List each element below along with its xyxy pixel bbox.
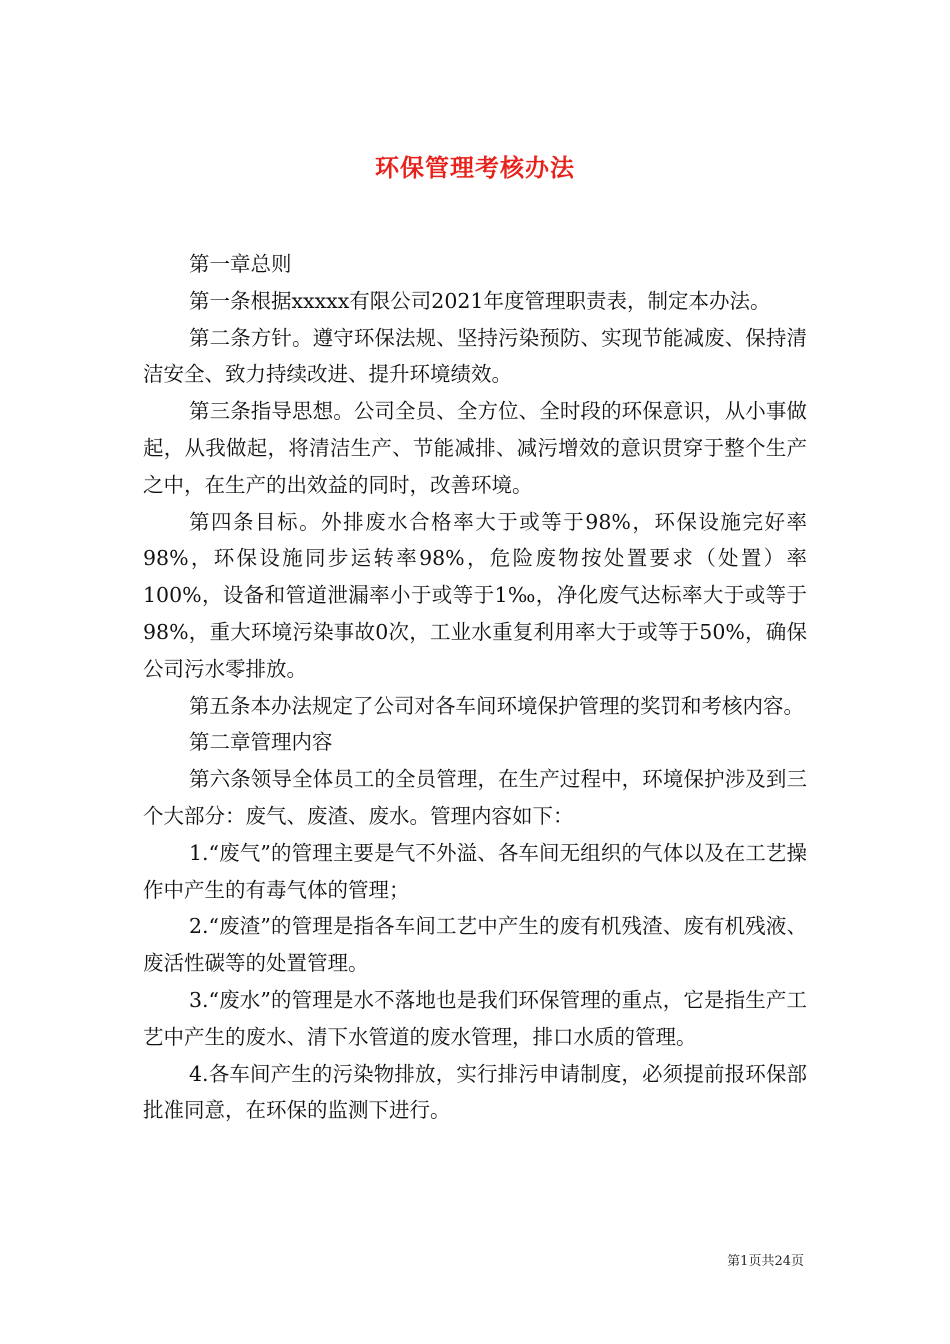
list-item-4: 4.各车间产生的污染物排放，实行排污申请制度，必须提前报环保部批准同意，在环保的监测下进行。 bbox=[143, 1061, 807, 1123]
article-4: 第四条目标。外排废水合格率大于或等于98%，环保设施完好率98%，环保设施同步运转率98%，危险废物按处置要求（处置）率100%，设备和管道泄漏率小于或等于1‰，净化废气达标率大于或等于98%，重大环境污染事故0次，工业水重复利用率大于或等于50%，确保公司污水零排放。 bbox=[143, 509, 807, 681]
chapter-heading-1: 第一章总则 bbox=[189, 252, 292, 276]
chapter-heading-2: 第二章管理内容 bbox=[189, 730, 333, 755]
article-5: 第五条本办法规定了公司对各车间环境保护管理的奖罚和考核内容。 bbox=[189, 693, 804, 718]
list-item-2: 2.“废渣”的管理是指各车间工艺中产生的废有机残渣、废有机残液、废活性碳等的处置管理。 bbox=[143, 914, 807, 976]
list-item-3: 3.“废水”的管理是水不落地也是我们环保管理的重点，它是指生产工艺中产生的废水、清下水管道的废水管理，排口水质的管理。 bbox=[143, 987, 807, 1049]
document-body bbox=[143, 246, 807, 1129]
document-title: 环保管理考核办法 bbox=[375, 153, 575, 183]
article-3: 第三条指导思想。公司全员、全方位、全时段的环保意识，从小事做起，从我做起，将清洁生产、节能减排、减污增效的意识贯穿于整个生产之中，在生产的出效益的同时，改善环境。 bbox=[143, 399, 807, 497]
article-6: 第六条领导全体员工的全员管理，在生产过程中，环境保护涉及到三个大部分：废气、废渣、废水。管理内容如下： bbox=[143, 767, 807, 828]
article-2: 第二条方针。遵守环保法规、坚持污染预防、实现节能减废、保持清洁安全、致力持续改进、提升环境绩效。 bbox=[143, 325, 807, 387]
article-1: 第一条根据xxxxx有限公司2021年度管理职责表，制定本办法。 bbox=[189, 288, 771, 313]
list-item-1: 1.“废气”的管理主要是气不外溢、各车间无组织的气体以及在工艺操作中产生的有毒气体的管理； bbox=[143, 840, 807, 902]
page-number: 第1页共24页 bbox=[727, 1254, 804, 1269]
